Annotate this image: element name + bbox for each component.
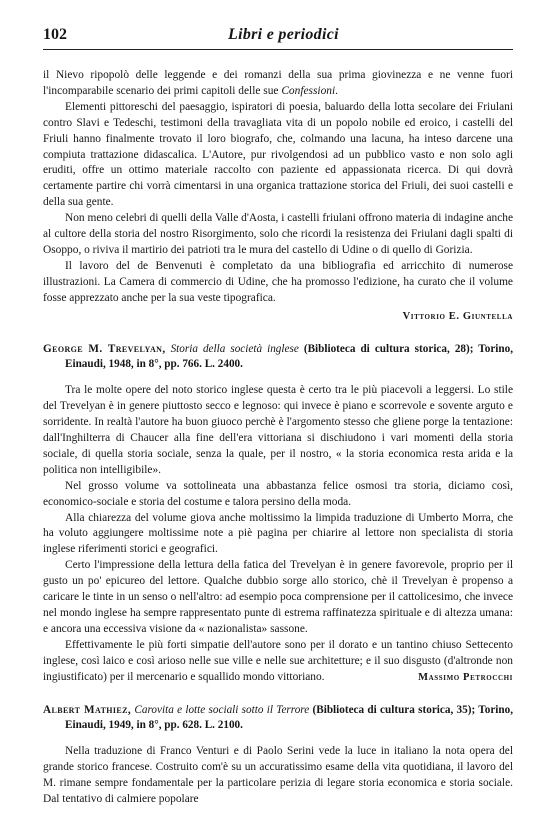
review-paragraph: Nella traduzione di Franco Venturi e di Paolo Serini vede la luce in italiano la nota opera del grande storico francese. Costruito com'è su un accuratissimo esame della vita quotidiana, il lavoro del M. rimane sempre fondamentale per la particolare perizia di legare storia economica e storia sociale. Dal tentativo di calmiere popolare [43,745,513,806]
review-paragraph: Tra le molte opere del noto storico inglese questa è certo tra le più piacevoli a leggersi. Lo stile del Trevelyan è in genere piuttosto secco e legnoso: qui invece è piano e scorrevole e sovente arguto e sorridente. In realtà l'autore ha buon giuoco perchè è l'argomento stesso che gliene porge la tentazione: dall'Inghilterra di Chaucer alla fine dell'era vittoriana si dischiudono i vari momenti della storia sociale, di quella storia sociale, senza la quale, per il nostro, « la storia economica resta arida e la politica non intelligibile». [43,384,513,476]
book-author: George M. Trevelyan, [43,342,166,355]
book-citation [43,342,513,374]
review-paragraph: Alla chiarezza del volume giova anche moltissimo la limpida traduzione di Umberto Morra, che ha voluto aggiungere moltissime note a piè pagina per chiarire al lettore non specialista di storia inglese riferimenti storici e geografici. [43,511,513,556]
review-trevelyan [43,342,513,686]
book-title: Carovita e lotte sociali sotto il Terrore [134,703,310,716]
header-rule [43,49,513,50]
book-title: Storia della società inglese [170,342,299,355]
paragraph-text-start: il Nievo ripopolò delle leggende e dei romanzi della sua prima giovinezza e ne venne fuori l'incomparabile scenario dei primi capitoli delle sue [43,69,513,97]
review-paragraph: Non meno celebri di quelli della Valle d'Aosta, i castelli friulani offrono materia di indagine anche al cultore della storia del nostro Risorgimento, solo che ricordi la resistenza dei Friulani dagli spalti di Osoppo, o riviva il martirio dei patrioti tra le mura del castello di Udine o di quello di Gorizia. [43,212,513,256]
book-author: Albert Mathiez, [43,703,132,716]
review-paragraph: Il lavoro del de Benvenuti è completato da una bibliografia ed arricchito di numerose illustrazioni. La Camera di commercio di Udine, che ha promosso l'edizione, ha curato che il volume fosse apprezzato anche per la sua veste tipografica. [43,259,513,304]
reviewer-signature: Massimo Petrocchi [418,671,513,683]
review-paragraph: il Nievo ripopolò delle leggende e dei romanzi della sua prima giovinezza e ne venne fuori l'incomparabile scenario dei primi capitoli delle sue Confessioni. [43,69,513,97]
review-mathiez [43,703,513,808]
page-body [43,68,513,808]
review-paragraph: Elementi pittoreschi del paesaggio, ispiratori di poesia, baluardo della lotta secolare dei Friulani contro Slavi e Tedeschi, testimoni della travagliata vita di un popolo nobile ed eroico, i castelli del Friuli hanno finalmente trovato il loro biografo, che, colmando una lacuna, ha inteso darcene una compiuta trattazione didascalica. L'Autore, pur rivolgendosi ad un pubblico vasto e non solo agli eruditi, offre un ottimo materiale raccolto con paziente ed appassionata ricerca. Di qui dovrà certamente partire chi vorrà cimentarsi in una organica trattazione storica del Friuli, dei suoi castelli e della sua gente. [43,100,513,209]
book-details: (Biblioteca di cultura storica, 28); Torino, Einaudi, 1948, in 8°, pp. 766. L. 2400. [65,342,514,371]
review-de-benvenuti [43,68,513,325]
review-paragraph: Nel grosso volume va sottolineata una abbastanza felice osmosi tra storia, diciamo così, economico-sociale e storia del costume e talora persino della moda. [43,479,513,508]
book-details: (Biblioteca di cultura storica, 35); Torino, Einaudi, 1949, in 8°, pp. 628. L. 2100. [65,703,514,732]
italic-title: Confessioni [281,84,336,97]
reviewer-signature: Vittorio E. Giuntella [402,310,513,322]
review-paragraph: Effettivamente le più forti simpatie dell'autore sono per il dorato e un tantino chiuso Settecento inglese, così laico e così arioso nelle sue ville e nelle sue architetture; e il suo disgusto (d'altronde non ingiustificato) per il mercenario e squallido mondo vittoriano. [43,638,513,683]
running-title: Libri e periodici [228,26,339,43]
page-header [43,26,513,46]
book-citation [43,703,513,735]
page-number: 102 [43,26,67,43]
review-paragraph: Certo l'impressione della lettura della fatica del Trevelyan è in genere favorevole, proprio per il gusto un po' epicureo del lettore. Qualche dubbio sorge allo storico, chè il Trevelyan è propenso a caricare le tinte in un senso o nell'altro: ad esempio poca comprensione per il cattolicesimo, che invece nel mondo inglese ha sempre rappresentato punte di estrema raffinatezza spirituale e di altezza umana: e ancora una eccessiva visione da « nazionalista» sassone. [43,559,513,635]
